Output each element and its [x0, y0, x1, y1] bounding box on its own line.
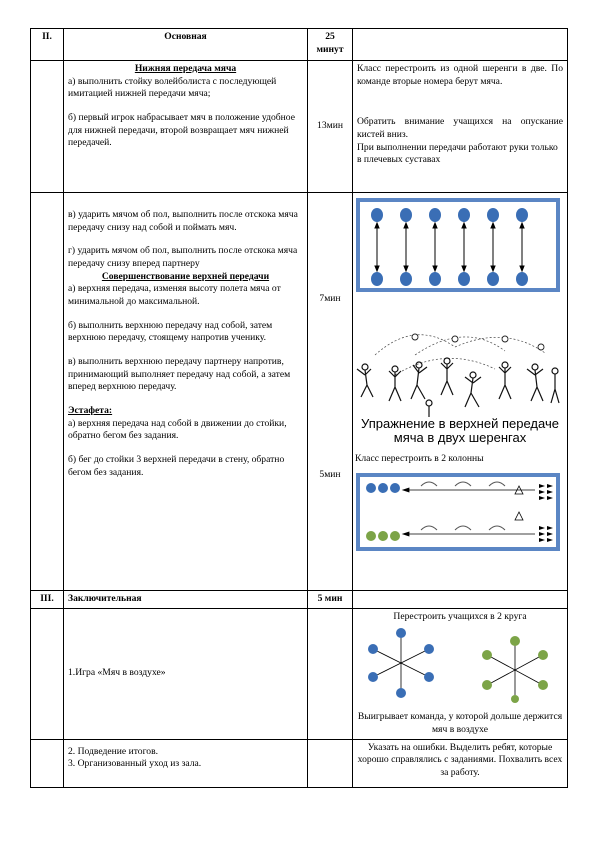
summary-note: Указать на ошибки. Выделить ребят, которые хорошо справлялись с заданиями. Похвалить всех за работу.	[353, 739, 568, 787]
bottom-pass-time: 13мин	[308, 61, 353, 193]
bottom-pass-b: б) первый игрок набрасывает мяч в положение удобное для нижней передачи, второй возвращает мяч нижней передачей.	[68, 111, 295, 149]
players-illustration	[355, 325, 561, 417]
team2-column	[366, 531, 400, 541]
summary-item-2: 2. Подведение итогов.	[68, 745, 159, 757]
circle1-lines	[377, 637, 425, 689]
player-figures	[357, 358, 559, 417]
section-header-final	[31, 591, 568, 609]
circle2-lines	[491, 645, 539, 695]
relay-note: Класс перестроить в 2 колонны	[355, 453, 484, 464]
pass-arrows	[375, 223, 524, 271]
top-pass-v: в) ударить мячом об пол, выполнить после отскока мяча передачу снизу над собой и поймать мяч.	[68, 209, 298, 233]
row-summary	[31, 739, 568, 787]
top-line-players	[371, 208, 528, 222]
cones	[515, 486, 523, 520]
bottom-pass-note-2: Обратить внимание учащихся на опускание кистей вниз.	[357, 116, 563, 140]
relay-b: б) бег до стойки 3 верхней передачи в стену, обратно бегом без задания.	[68, 453, 285, 478]
lesson-plan-table	[30, 28, 568, 788]
section-number: II.	[31, 29, 64, 61]
bottom-line-players	[371, 272, 528, 286]
top-pass-a: а) верхняя передача, изменяя высоту полета мяча от минимальной до максимальной.	[68, 283, 281, 307]
section-title: Основная	[64, 29, 308, 61]
relay-frame	[358, 475, 558, 549]
final-section-title: Заключительная	[64, 591, 308, 609]
top-pass-v2: в) выполнить верхнюю передачу партнеру напротив, принимающий выполняет передачу над собой, а затем вперед верхнюю передачу.	[68, 355, 291, 393]
bottom-pass-a: а) выполнить стойку волейболиста с последующей имитацией нижней передачи мяча;	[68, 75, 277, 100]
relay-a: а) верхняя передача над собой в движении до стойки, обратно бегом без задания.	[68, 417, 287, 442]
section-header-main	[31, 29, 568, 61]
team1-column	[366, 483, 400, 493]
row-bottom-pass	[31, 61, 568, 193]
illustration-caption: Упражнение в верхней передаче мяча в двух шеренгах	[361, 417, 559, 446]
final-section-time: 5 мин	[308, 591, 353, 609]
final-section-number: III.	[31, 591, 64, 609]
top-pass-b: б) выполнить верхнюю передачу над собой, затем верхнюю передачу, стоящему напротив ученику.	[68, 319, 273, 344]
summary-item-3: 3. Организованный уход из зала.	[68, 758, 202, 770]
relay-title: Эстафета:	[68, 404, 113, 416]
bottom-pass-title: Нижняя передача мяча	[134, 63, 237, 74]
row-top-pass	[31, 193, 568, 591]
wall-marks	[539, 484, 553, 542]
top-pass-title: Совершенствование верхней передачи	[101, 270, 270, 282]
balls	[412, 334, 544, 350]
circles-diagram	[357, 623, 563, 703]
row-game	[31, 608, 568, 739]
game-name: 1.Игра «Мяч в воздухе»	[64, 608, 308, 739]
top-pass-g: г) ударить мячом об пол, выполнить после отскока мяча передачу снизу вперед партнеру	[68, 245, 298, 269]
two-lines-diagram	[355, 197, 561, 293]
section-time: 25 минут	[308, 29, 353, 61]
diagram-frame	[358, 200, 558, 290]
game-note-bottom: Выигрывает команда, у которой дольше держится мяч в воздухе	[357, 711, 563, 735]
pass-arcs	[421, 482, 505, 530]
game-note-top: Перестроить учащихся в 2 круга	[393, 610, 527, 622]
top-pass-time-1: 7мин	[319, 293, 341, 304]
bottom-pass-note-1: Класс перестроить из одной шеренги в две. По команде вторые номера берут мяча.	[357, 63, 563, 87]
top-pass-time-2: 5мин	[319, 469, 341, 480]
ball-trajectories	[375, 335, 545, 375]
bottom-pass-note-3: При выполнении передачи работают руки только в плечевых суставах	[357, 141, 558, 166]
relay-diagram	[355, 472, 561, 552]
